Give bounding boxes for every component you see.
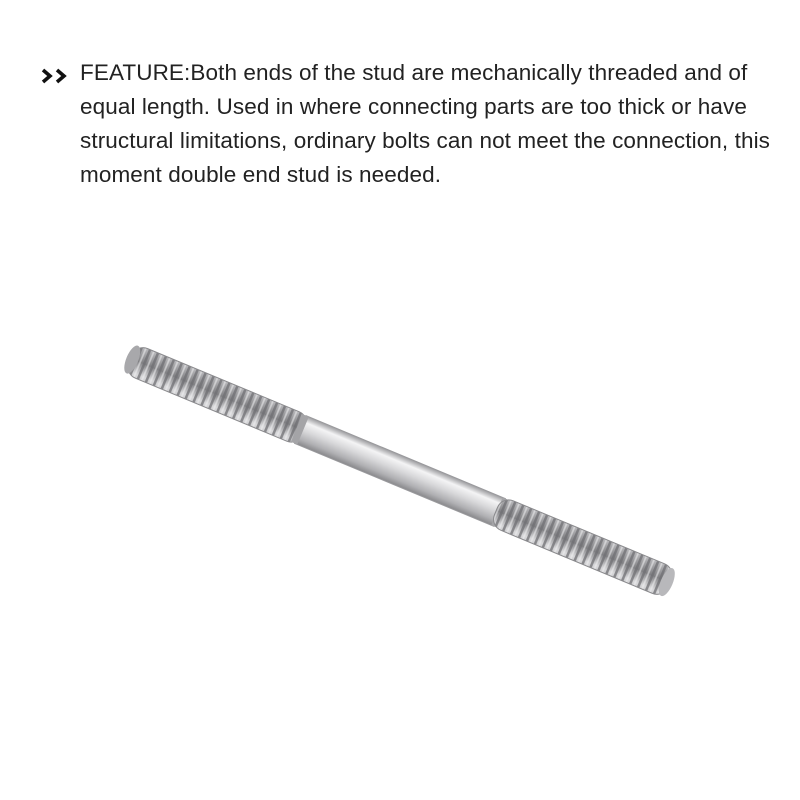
left-thread bbox=[121, 342, 311, 445]
feature-description bbox=[40, 56, 780, 192]
right-thread bbox=[490, 496, 679, 599]
feature-text: FEATURE:Both ends of the stud are mechanically threaded and of equal length. Used in where connecting parts are too thick or have structural limitations, ordinary bolts can not meet the connection, this moment double end stud is needed. bbox=[80, 60, 771, 187]
double-chevron-right-icon bbox=[40, 68, 76, 84]
shank bbox=[291, 414, 509, 528]
